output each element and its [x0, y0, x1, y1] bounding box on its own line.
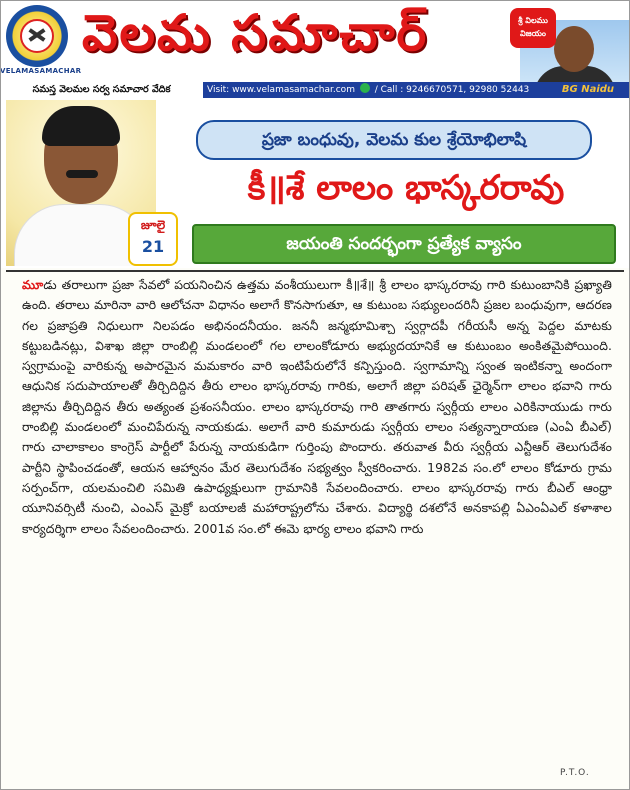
date-month: జూలై — [140, 218, 166, 232]
headline-name: కీ॥శే లాలం భాస్కరరావు — [247, 168, 565, 208]
logo-caption: VELAMASAMACHAR — [0, 67, 82, 75]
date-day: 21 — [141, 237, 165, 256]
portrait-hair — [42, 106, 120, 146]
website-link[interactable]: Visit: www.velamasamachar.com — [207, 85, 355, 95]
swords-emblem-icon — [20, 19, 54, 53]
article-paragraph — [22, 275, 612, 539]
owner-head — [554, 26, 594, 72]
article-body — [22, 275, 612, 765]
masthead-title: వెలమ సమాచార్ — [82, 3, 429, 62]
pto-note: P.T.O. — [560, 768, 590, 778]
contact-info — [207, 82, 529, 98]
lead-letters: మూ — [22, 278, 44, 292]
whatsapp-icon — [360, 83, 370, 93]
occasion-banner: జయంతి సందర్భంగా ప్రత్యేక వ్యాసం — [192, 224, 616, 264]
portrait-mustache — [66, 170, 98, 178]
subtitle-banner: ప్రజా బంధువు, వెలమ కుల శ్రేయోభిలాషి — [196, 120, 592, 160]
samachar-logo — [6, 5, 68, 67]
phone-numbers: / Call : 9246670571, 92980 52443 — [374, 85, 530, 95]
vijayam-badge: శ్రీ విలము విజయం — [510, 8, 556, 48]
masthead-tagline: సమస్త వెలమల సర్వ సమాచార వేదిక — [0, 82, 203, 98]
date-badge — [128, 212, 178, 266]
owner-name: BG Naidu — [561, 84, 615, 95]
article-text: డు తరాలుగా ప్రజా సేవలో పయనించిన ఉత్తమ వంశీయులుగా కీ॥శే॥ శ్రీ లాలం భాస్కరరావు గారి కుటుంబానికి ప్రఖ్యాతి ఉంది. తరాలు మారినా వారి ఆలోచనా విధానం అలాగే కొనసాగుతూ, ఆ కుటుంబ సభ్యులందరినీ ప్రజల బంధువుగా, ఆదరణ గల ప్రజాప్రతి నిధులుగా నిలపడం అభినందనీయం. జననీ జన్మభూమిశ్చా స్వర్గాదపీ గరీయసీ అన్న పెద్దల మాటకు కట్టుబడినట్లు, విశాఖ జిల్లా రాంబిల్లి మండలంలో గల లాలంకోడూరు అభ్యుదయానికే ఆ కుటుంబం అంకితమైపోయింది. స్వగ్రామంపై వారికున్న అపారమైన మమకారం వారి ఇంటిపేరులోనే కన్పిస్తుంది. స్వగామాన్ని స్వంత ఇంటికన్నా అందంగా ఆధునిక సదుపాయాలతో తీర్చిదిద్దిన తీరు లాలం భాస్కరరావు గారికు, అలాగే జిల్లా పరిషత్ ఛైర్మెన్‌గా లాలం భవాని గారు జిల్లాను తీర్చిదిద్దిన తీరు అత్యంత ప్రశంసనీయం. లాలం భాస్కరరావు గారి తాతగారు స్వర్గీయ లాలం ఎరికినాయుడు గారు రాంబిల్లి మండలంలో మంచిపేరున్న నాయకుడు. అలాగే వారి కుమారుడు స్వర్గీయ లాలం సత్యన్నారాయణ (ఎంఏ బీఎల్) గారు చాలాకాలం కాంగ్రెస్ పార్టీలో పేరున్న నాయకుడిగా గుర్తింపు పొందారు. తరువాత వీరు స్వర్గీయ ఎన్టీఆర్ తెలుగుదేశం పార్టీని స్థాపించడంతో, ఆయన ఆహ్వానం మేర తెలుగుదేశం సభ్యత్వం స్వీకరించారు. 1982వ సం.లో లాలం కోడూరు గ్రామ సర్పంచ్‌గా, యలమంచిలి సమితి ఉపాధ్యక్షులుగా గ్రామానికి సేవలందించారు. లాలం భాస్కరరావు గారు బీఎల్ ఆంధ్రా యూనివర్సిటీ నుంచి, ఎంఎస్ మైక్రో బయాలజీ మహారాష్ట్రలోను చేశారు. విద్యార్థి దశలోనే అనకాపల్లి ఏఎంఏఎల్ కళాశాల కార్యదర్శిగా లాలం సేవలందించారు. 2001వ సం.లో ఈమె భార్య లాలం భవాని గారు — [22, 278, 612, 536]
divider — [6, 270, 624, 272]
